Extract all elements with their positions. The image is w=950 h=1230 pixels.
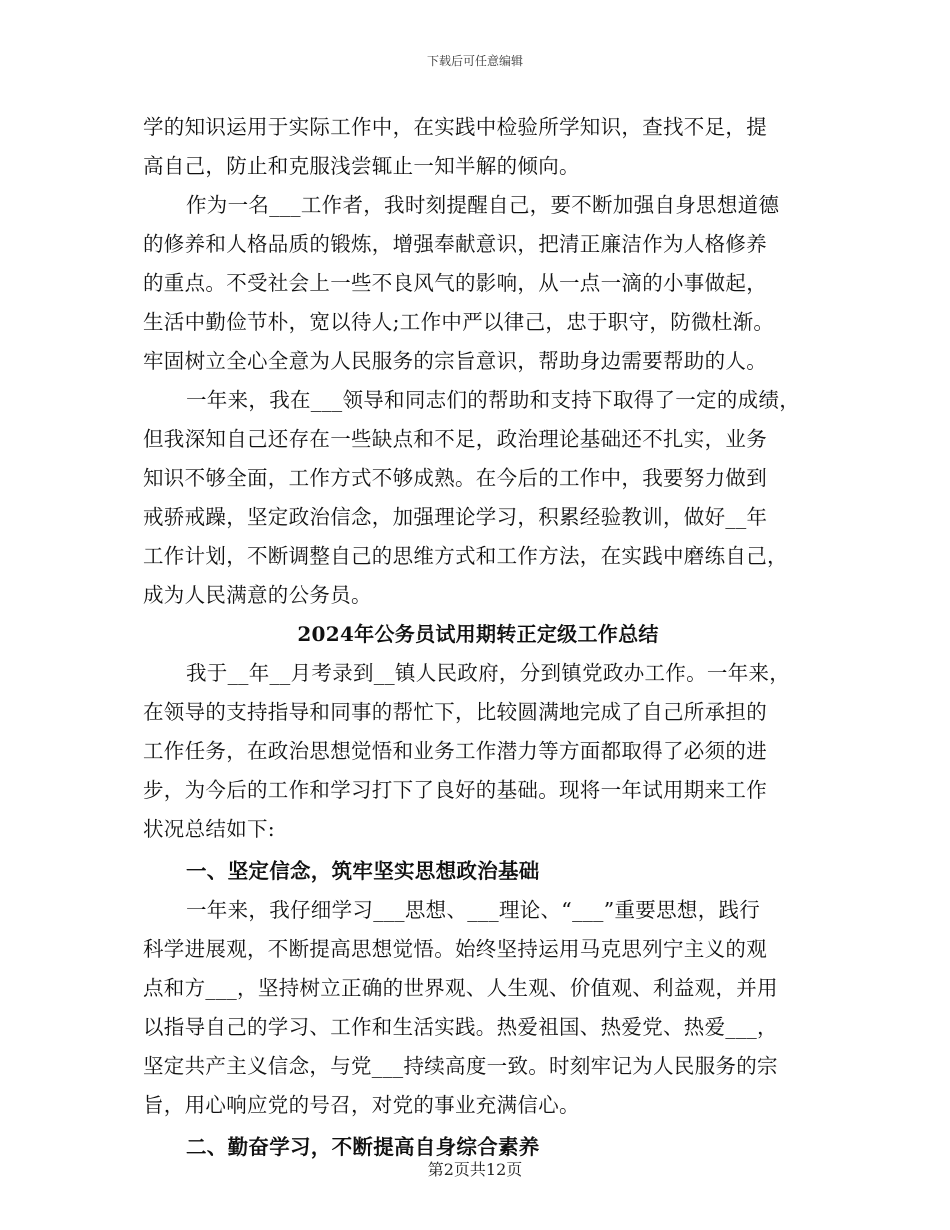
body-line: 以指导自己的学习、工作和生活实践。热爱祖国、热爱党、热爱___， [143, 1015, 778, 1039]
body-line: 生活中勤俭节朴，宽以待人;工作中严以律己，忠于职守，防微杜渐。 [143, 310, 775, 334]
body-line: 旨，用心响应党的号召，对党的事业充满信心。 [143, 1093, 580, 1117]
body-line: 学的知识运用于实际工作中，在实践中检验所学知识，查找不足，提 [143, 115, 767, 139]
body-line: 但我深知自己还存在一些缺点和不足，政治理论基础还不扎实，业务 [143, 427, 767, 451]
body-line: 在领导的支持指导和同事的帮忙下，比较圆满地完成了自己所承担的 [143, 700, 767, 724]
body-line: 工作计划，不断调整自己的思维方式和工作方法，在实践中磨练自己， [143, 544, 788, 568]
body-line: 工作任务，在政治思想觉悟和业务工作潜力等方面都取得了必须的进 [143, 739, 767, 763]
body-line: 一年来，我仔细学习___思想、___理论、“___”重要思想，践行 [186, 898, 761, 922]
body-line: 牢固树立全心全意为人民服务的宗旨意识，帮助身边需要帮助的人。 [143, 349, 767, 373]
body-line: 步，为今后的工作和学习打下了良好的基础。现将一年试用期来工作 [143, 778, 767, 802]
body-line: 我于__年__月考录到__镇人民政府，分到镇党政办工作。一年来， [186, 661, 791, 685]
section-heading-1: 一、坚定信念，筑牢坚实思想政治基础 [186, 859, 540, 883]
body-line: 科学进展观，不断提高思想觉悟。始终坚持运用马克思列宁主义的观 [143, 937, 767, 961]
body-line: 点和方___，坚持树立正确的世界观、人生观、价值观、利益观，并用 [143, 976, 778, 1000]
body-line: 一年来，我在___领导和同志们的帮助和支持下取得了一定的成绩， [186, 388, 801, 412]
document-body [143, 108, 823, 1167]
page-number: 第2页共12页 [427, 1160, 523, 1179]
body-line: 坚定共产主义信念，与党___持续高度一致。时刻牢记为人民服务的宗 [143, 1054, 778, 1078]
body-line: 高自己，防止和克服浅尝辄止一知半解的倾向。 [143, 154, 580, 178]
section-heading-2: 二、勤奋学习，不断提高自身综合素养 [186, 1135, 540, 1159]
body-line: 知识不够全面，工作方式不够成熟。在今后的工作中，我要努力做到 [143, 466, 767, 490]
page-header: 下载后可任意编辑 [426, 54, 523, 68]
document-title: 2024年公务员试用期转正定级工作总结 [297, 622, 659, 646]
body-line: 成为人民满意的公务员。 [143, 583, 372, 607]
body-line: 戒骄戒躁，坚定政治信念，加强理论学习，积累经验教训，做好__年 [143, 505, 768, 529]
body-line: 作为一名___工作者，我时刻提醒自己，要不断加强自身思想道德 [186, 193, 780, 217]
body-line: 的修养和人格品质的锻炼，增强奉献意识，把清正廉洁作为人格修养 [143, 232, 767, 256]
body-line: 状况总结如下: [143, 817, 276, 841]
body-line: 的重点。不受社会上一些不良风气的影响，从一点一滴的小事做起， [143, 271, 767, 295]
